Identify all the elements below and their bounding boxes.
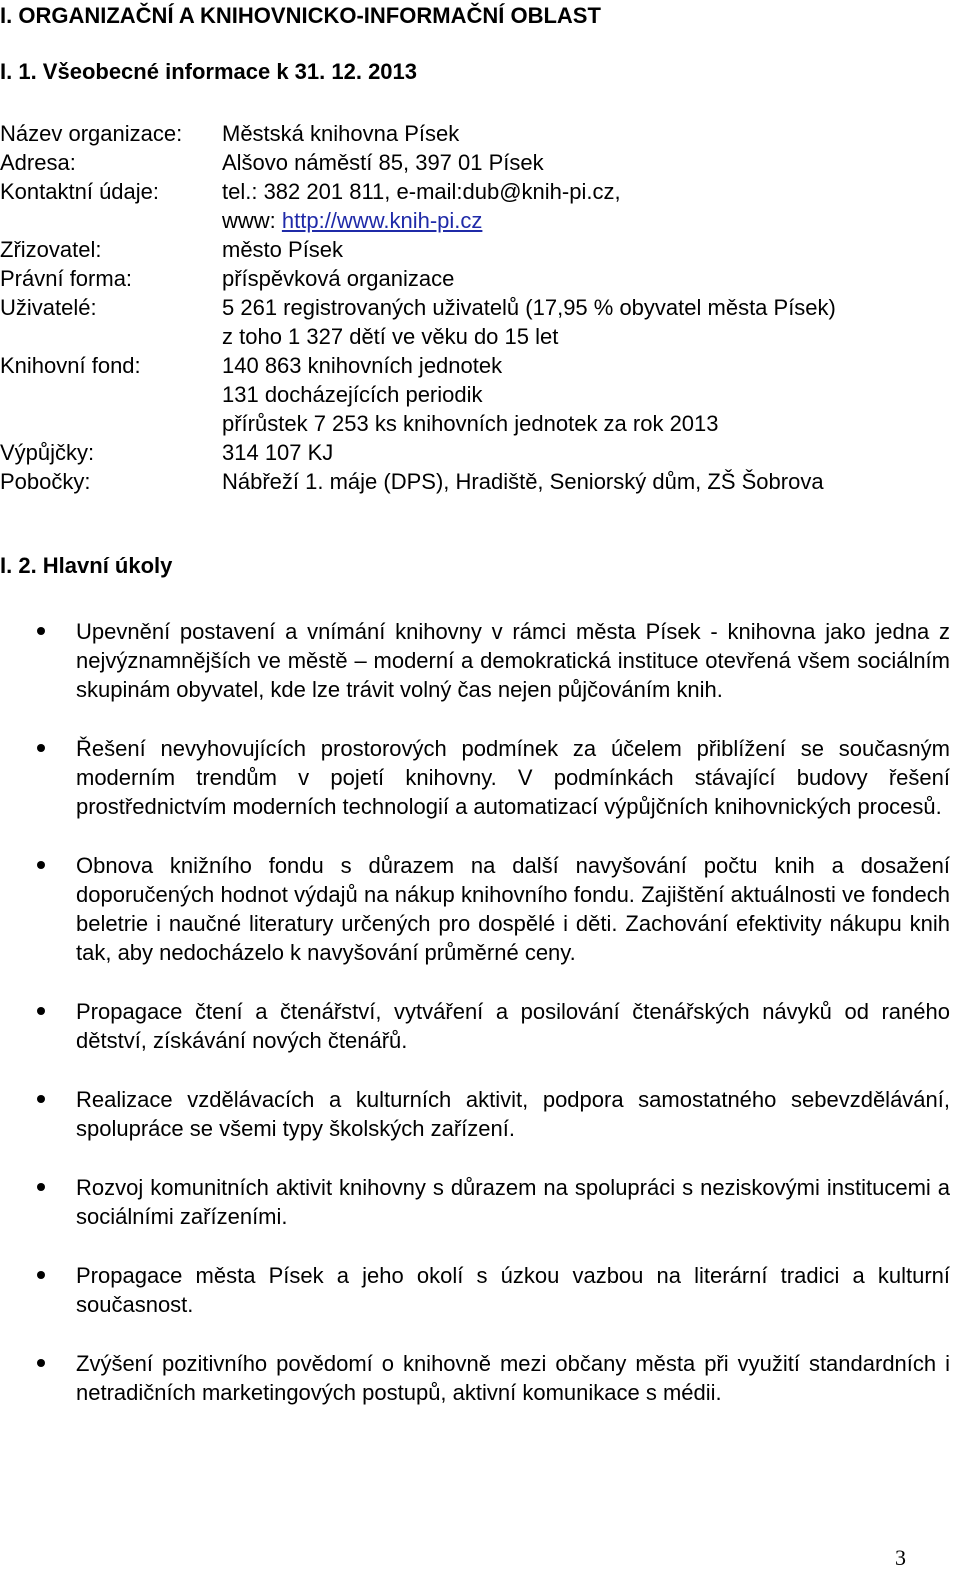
info-label: Adresa:: [0, 150, 76, 175]
info-value-group: [222, 293, 960, 351]
info-value: přírůstek 7 253 ks knihovních jednotek za rok 2013: [222, 411, 719, 436]
task-item: [0, 1173, 950, 1231]
info-value-group: [222, 148, 960, 177]
info-label: Knihovní fond:: [0, 353, 141, 378]
task-text: Zvýšení pozitivního povědomí o knihovně mezi občany města při využití standardních i netradičních marketingových postupů, aktivní komunikace s médii.: [76, 1351, 950, 1405]
info-value: město Písek: [222, 237, 344, 262]
task-item: [0, 617, 950, 704]
info-row-legal-form: [0, 264, 960, 293]
info-value: Nábřeží 1. máje (DPS), Hradiště, Seniorský dům, ZŠ Šobrova: [222, 469, 824, 494]
info-row-branches: [0, 467, 960, 496]
bullet-icon: [37, 627, 45, 635]
info-value: 5 261 registrovaných uživatelů (17,95 % obyvatel města Písek): [222, 295, 836, 320]
info-value: 140 863 knihovních jednotek: [222, 353, 503, 378]
info-row-loans: [0, 438, 960, 467]
main-tasks-heading: I. 2. Hlavní úkoly: [0, 553, 173, 578]
task-text: Realizace vzdělávacích a kulturních aktivit, podpora samostatného sebevzdělávání, spolupráce se všemi typy školských zařízení.: [76, 1087, 950, 1141]
section-heading: I. ORGANIZAČNÍ A KNIHOVNICKO-INFORMAČNÍ OBLAST: [0, 3, 601, 28]
info-value: tel.: 382 201 811, e-mail:dub@knih-pi.cz,: [222, 179, 621, 204]
bullet-icon: [37, 861, 45, 869]
info-web-line: [222, 206, 960, 235]
info-value-group: [222, 467, 960, 496]
info-row-founder: [0, 235, 960, 264]
info-value-group: [222, 119, 960, 148]
general-info-heading: I. 1. Všeobecné informace k 31. 12. 2013: [0, 59, 418, 84]
page-number: 3: [895, 1545, 906, 1570]
info-row-contact: [0, 177, 960, 235]
info-value: 314 107 KJ: [222, 440, 334, 465]
bullet-icon: [37, 1007, 45, 1015]
bullet-icon: [37, 1095, 45, 1103]
info-label: Právní forma:: [0, 266, 133, 291]
bullet-icon: [37, 1183, 45, 1191]
task-item: [0, 851, 950, 967]
bullet-icon: [37, 1359, 45, 1367]
task-text: Obnova knižního fondu s důrazem na další navyšování počtu knih a dosažení doporučených hodnot výdajů na nákup knihovního fondu. Zajištění aktuálnosti ve fondech beletrie i naučné literatury určených pro dospělé i děti. Zachování efektivity nákupu knih tak, aby nedocházelo k navyšování průměrné ceny.: [76, 853, 950, 965]
info-value-group: [222, 438, 960, 467]
task-item: [0, 1261, 950, 1319]
web-prefix: www:: [222, 208, 282, 233]
task-item: [0, 1349, 950, 1407]
organization-info: [0, 119, 960, 496]
task-item: [0, 1085, 950, 1143]
task-text: Řešení nevyhovujících prostorových podmínek za účelem přiblížení se současným moderním trendům v pojetí knihovny. V podmínkách stávající budovy řešení prostřednictvím moderních technologií a automatizací výpůjčních knihovnických procesů.: [76, 736, 950, 819]
info-row-address: [0, 148, 960, 177]
info-label: Pobočky:: [0, 469, 91, 494]
info-label: Kontaktní údaje:: [0, 179, 160, 204]
info-value: Městská knihovna Písek: [222, 121, 460, 146]
info-row-name: [0, 119, 960, 148]
main-tasks-list: [0, 617, 950, 1437]
info-row-collection: [0, 351, 960, 438]
info-label: Zřizovatel:: [0, 237, 102, 262]
website-link[interactable]: http://www.knih-pi.cz: [281, 208, 483, 233]
info-value-group: [222, 235, 960, 264]
info-value: Alšovo náměstí 85, 397 01 Písek: [222, 150, 544, 175]
info-value-group: [222, 264, 960, 293]
bullet-icon: [37, 1271, 45, 1279]
task-text: Propagace čtení a čtenářství, vytváření a posilování čtenářských návyků od raného dětství, získávání nových čtenářů.: [76, 999, 950, 1053]
task-text: Propagace města Písek a jeho okolí s úzkou vazbou na literární tradici a kulturní současnost.: [76, 1263, 950, 1317]
info-value-group: [222, 177, 960, 235]
task-text: Upevnění postavení a vnímání knihovny v rámci města Písek - knihovna jako jedna z nejvýznamnějších ve městě – moderní a demokratická instituce otevřená všem sociálním skupinám obyvatel, kde lze trávit volný čas nejen půjčováním knih.: [76, 619, 950, 702]
task-item: [0, 734, 950, 821]
task-text: Rozvoj komunitních aktivit knihovny s důrazem na spolupráci s neziskovými institucemi a sociálními zařízeními.: [76, 1175, 950, 1229]
info-label: Uživatelé:: [0, 295, 97, 320]
info-value: příspěvková organizace: [222, 266, 455, 291]
info-value-group: [222, 351, 960, 438]
bullet-icon: [37, 744, 45, 752]
info-value: 131 docházejících periodik: [222, 382, 483, 407]
info-value: z toho 1 327 dětí ve věku do 15 let: [222, 324, 559, 349]
info-row-users: [0, 293, 960, 351]
info-label: Název organizace:: [0, 121, 183, 146]
task-item: [0, 997, 950, 1055]
info-label: Výpůjčky:: [0, 440, 95, 465]
